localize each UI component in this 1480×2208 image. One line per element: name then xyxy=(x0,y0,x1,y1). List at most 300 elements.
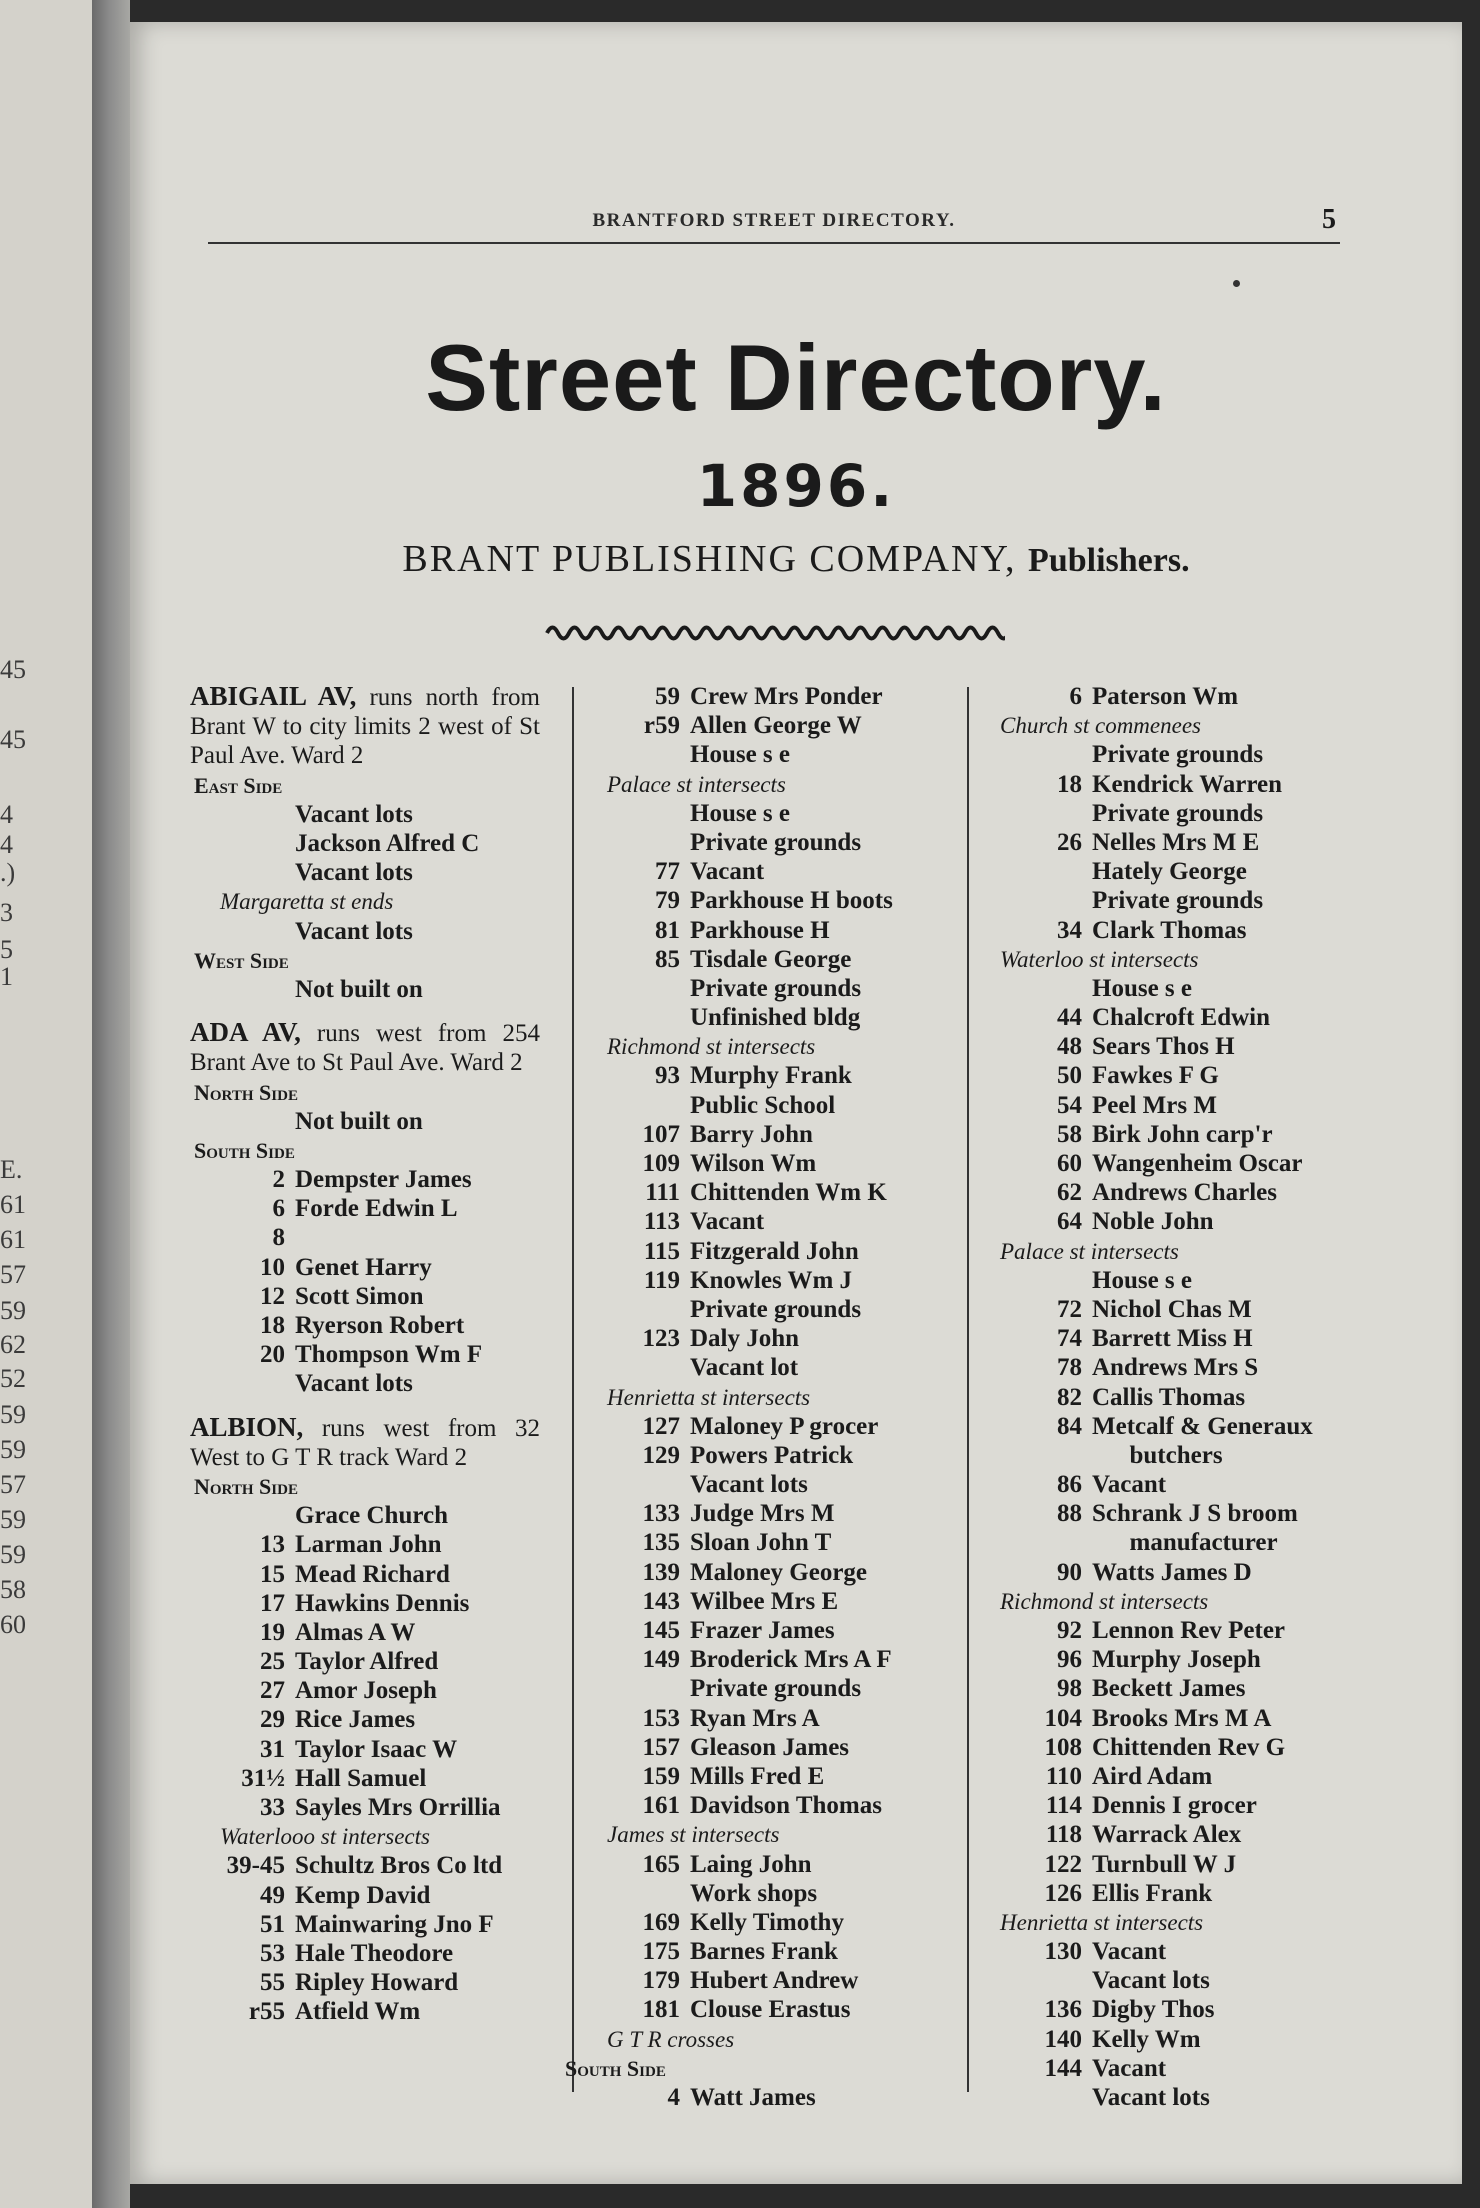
cross-street-note: G T R crosses xyxy=(607,2026,735,2052)
resident-name: House s e xyxy=(1092,1266,1192,1294)
house-number: 20 xyxy=(260,1341,285,1369)
running-head-title: BRANTFORD STREET DIRECTORY. xyxy=(592,210,956,231)
directory-entry xyxy=(190,1369,540,1398)
resident-name: Beckett James xyxy=(1092,1675,1246,1703)
house-number: 145 xyxy=(642,1617,680,1644)
resident-name: Watt James xyxy=(690,2084,816,2111)
house-number xyxy=(990,886,1092,915)
house-number xyxy=(190,1107,295,1136)
resident-name: Vacant lots xyxy=(690,1471,808,1499)
directory-column-1 xyxy=(190,682,540,2027)
resident-name: Vacant xyxy=(1092,2054,1167,2082)
resident-name: Aird Adam xyxy=(1092,1762,1213,1790)
house-number xyxy=(990,2083,1092,2112)
resident-name: Knowles Wm J xyxy=(690,1266,853,1294)
directory-entry xyxy=(190,1530,540,1559)
resident-name: Not built on xyxy=(295,1107,423,1135)
house-number: 84 xyxy=(1057,1412,1082,1440)
cross-street-note: Richmond st intersects xyxy=(607,1034,816,1060)
directory-entry xyxy=(990,857,1430,886)
resident-name: Kelly Timothy xyxy=(690,1908,844,1936)
previous-page-number: 59 xyxy=(0,1505,26,1534)
previous-page-number: 60 xyxy=(0,1610,26,1639)
resident-name: Chittenden Wm K xyxy=(690,1179,887,1207)
resident-name: Tisdale George xyxy=(690,945,852,973)
resident-name: Vacant xyxy=(1092,1938,1167,1966)
directory-entry xyxy=(990,916,1430,945)
resident-name: Vacant lots xyxy=(1092,1967,1210,1995)
house-number: 18 xyxy=(260,1312,285,1340)
directory-entry xyxy=(990,1645,1430,1674)
resident-name: Private grounds xyxy=(1092,887,1264,915)
directory-entry xyxy=(990,1733,1430,1762)
publisher-role: Publishers. xyxy=(1028,542,1190,579)
house-number xyxy=(565,1674,690,1703)
directory-entry xyxy=(990,682,1430,711)
side-label: West Side xyxy=(194,947,289,973)
house-number: 29 xyxy=(260,1706,285,1734)
house-number xyxy=(190,1501,295,1530)
house-number xyxy=(990,1266,1092,1295)
resident-name: Metcalf & Generaux xyxy=(1092,1412,1313,1440)
house-number: 33 xyxy=(260,1794,285,1822)
house-number: 175 xyxy=(642,1938,680,1966)
resident-name: Frazer James xyxy=(690,1617,835,1644)
resident-name: Grace Church xyxy=(295,1502,448,1530)
resident-name: Private grounds xyxy=(1092,799,1264,827)
house-number: 48 xyxy=(1057,1033,1082,1061)
directory-entry xyxy=(190,1676,540,1705)
publisher-line xyxy=(130,537,1462,581)
resident-name: Chittenden Rev G xyxy=(1092,1733,1286,1761)
house-number: 136 xyxy=(1044,1996,1082,2024)
resident-name: Mead Richard xyxy=(295,1560,450,1588)
street-name: ABIGAIL AV, xyxy=(190,681,357,711)
resident-name: Sloan John T xyxy=(690,1529,832,1557)
wave-ornament xyxy=(545,620,1005,646)
print-speck xyxy=(1233,280,1240,287)
resident-name: Daly John xyxy=(690,1325,800,1353)
directory-entry xyxy=(990,1207,1430,1236)
directory-entry xyxy=(990,1178,1430,1207)
directory-entry xyxy=(990,974,1430,1003)
directory-entry xyxy=(190,1223,540,1252)
resident-name: Kemp David xyxy=(295,1881,431,1909)
street-heading xyxy=(190,1413,540,1472)
cross-street-note: Waterloo st intersects xyxy=(1000,946,1199,972)
street-name: ADA AV, xyxy=(190,1017,301,1048)
house-number: 93 xyxy=(655,1062,680,1090)
resident-name: Clouse Erastus xyxy=(690,1996,851,2024)
house-number xyxy=(990,974,1092,1003)
resident-name: Forde Edwin L xyxy=(295,1195,458,1223)
house-number: 130 xyxy=(1044,1938,1082,1966)
side-label: South Side xyxy=(565,2055,666,2081)
house-number: 159 xyxy=(642,1762,680,1790)
cross-street-note: Church st commenees xyxy=(1000,713,1201,739)
resident-name: Genet Harry xyxy=(295,1253,432,1281)
directory-entry xyxy=(190,1968,540,1997)
house-number: 92 xyxy=(1057,1617,1082,1644)
resident-name: Parkhouse H boots xyxy=(690,887,893,915)
directory-entry xyxy=(190,800,540,829)
directory-entry xyxy=(990,1791,1430,1820)
section-gap xyxy=(190,1399,540,1413)
house-number: 50 xyxy=(1057,1062,1082,1090)
house-number: r55 xyxy=(248,1998,285,2026)
directory-year: 1896. xyxy=(696,452,896,520)
previous-page-number: 4 xyxy=(0,800,13,829)
house-number: 122 xyxy=(1044,1850,1082,1878)
previous-page-number: 52 xyxy=(0,1364,26,1393)
directory-column-3 xyxy=(990,682,1430,2112)
directory-entry xyxy=(990,2054,1430,2083)
resident-name: Allen George W xyxy=(690,712,862,740)
resident-name: House s e xyxy=(1092,974,1192,1002)
house-number: 62 xyxy=(1057,1179,1082,1207)
house-number: 153 xyxy=(642,1704,680,1732)
book-binding xyxy=(92,0,130,2208)
house-number: 59 xyxy=(655,683,680,710)
house-number: 31½ xyxy=(241,1764,285,1792)
resident-name: Sayles Mrs Orrillia xyxy=(295,1794,501,1822)
house-number: 96 xyxy=(1057,1646,1082,1674)
resident-name: Fawkes F G xyxy=(1092,1062,1219,1090)
house-number: 60 xyxy=(1057,1150,1082,1177)
resident-name: Thompson Wm F xyxy=(295,1341,483,1369)
directory-entry xyxy=(990,1120,1430,1149)
directory-entry xyxy=(990,1762,1430,1791)
resident-name: Barrett Miss H xyxy=(1092,1325,1253,1353)
resident-name: Rice James xyxy=(295,1706,416,1734)
resident-name: Vacant lots xyxy=(295,800,413,828)
resident-name: Parkhouse H xyxy=(690,916,830,944)
resident-name: Amor Joseph xyxy=(295,1677,437,1705)
side-label: East Side xyxy=(194,772,283,798)
house-number: 114 xyxy=(1045,1792,1082,1820)
resident-name: Crew Mrs Ponder xyxy=(690,683,883,710)
house-number: 86 xyxy=(1057,1471,1082,1499)
directory-entry xyxy=(990,1966,1430,1995)
section-gap xyxy=(190,1004,540,1018)
house-number xyxy=(565,974,690,1003)
directory-entry xyxy=(190,1282,540,1311)
house-number: 79 xyxy=(655,887,680,915)
resident-name: Nelles Mrs M E xyxy=(1092,828,1260,856)
publisher-name: BRANT PUBLISHING COMPANY, xyxy=(402,538,1017,580)
resident-name: Paterson Wm xyxy=(1092,683,1239,710)
resident-name: Vacant lots xyxy=(295,859,413,887)
previous-page-number: 57 xyxy=(0,1260,26,1289)
directory-entry xyxy=(190,1939,540,1968)
directory-entry xyxy=(990,1353,1430,1382)
directory-entry xyxy=(190,1194,540,1223)
resident-name: Wangenheim Oscar xyxy=(1092,1150,1303,1177)
resident-name: Dempster James xyxy=(295,1166,472,1194)
house-number: 19 xyxy=(260,1618,285,1646)
house-number xyxy=(190,917,295,946)
directory-entry xyxy=(190,1735,540,1764)
house-number: 58 xyxy=(1057,1120,1082,1148)
resident-name: Fitzgerald John xyxy=(690,1237,859,1265)
house-number: 113 xyxy=(643,1208,680,1236)
previous-page-number: 4 xyxy=(0,830,13,859)
house-number: 107 xyxy=(642,1120,680,1148)
directory-entry xyxy=(190,975,540,1004)
house-number: 139 xyxy=(642,1558,680,1586)
house-number: 88 xyxy=(1057,1500,1082,1528)
directory-entry xyxy=(990,1441,1430,1470)
side-label: North Side xyxy=(194,1473,298,1499)
resident-name: Work shops xyxy=(690,1879,818,1907)
house-number: 157 xyxy=(642,1733,680,1761)
directory-entry xyxy=(990,1558,1430,1587)
directory-entry xyxy=(990,886,1430,915)
directory-entry xyxy=(190,1311,540,1340)
directory-entry xyxy=(990,1091,1430,1120)
house-number xyxy=(990,857,1092,886)
previous-page-number: 57 xyxy=(0,1470,26,1499)
directory-entry xyxy=(190,1881,540,1910)
house-number: 6 xyxy=(272,1195,285,1223)
street-description: runs north from Brant W to city limits 2 west of St Paul Ave. Ward 2 xyxy=(190,684,541,770)
house-number xyxy=(190,1369,295,1398)
resident-name: Hately George xyxy=(1092,858,1247,886)
house-number xyxy=(565,1470,690,1499)
house-number: 90 xyxy=(1057,1558,1082,1586)
resident-name: Vacant lots xyxy=(295,1370,413,1398)
house-number: 115 xyxy=(643,1237,680,1265)
directory-entry xyxy=(190,1501,540,1530)
resident-name: Noble John xyxy=(1092,1208,1214,1236)
resident-name: Warrack Alex xyxy=(1092,1821,1242,1849)
house-number: 108 xyxy=(1044,1733,1082,1761)
house-number: 149 xyxy=(642,1646,680,1674)
cross-street-note: Palace st intersects xyxy=(1000,1238,1179,1264)
house-number: 55 xyxy=(260,1969,285,1997)
house-number xyxy=(565,828,690,857)
directory-entry xyxy=(190,1618,540,1647)
house-number: 133 xyxy=(642,1500,680,1528)
resident-name: Almas A W xyxy=(295,1618,416,1646)
house-number: 77 xyxy=(655,858,680,886)
previous-page-number: 59 xyxy=(0,1540,26,1569)
house-number: 81 xyxy=(655,916,680,944)
directory-entry xyxy=(990,1266,1430,1295)
resident-name: Kendrick Warren xyxy=(1092,770,1283,798)
directory-entry xyxy=(190,1647,540,1676)
previous-page-number: .) xyxy=(0,858,16,887)
house-number: 34 xyxy=(1057,916,1082,944)
house-number: 54 xyxy=(1057,1091,1082,1119)
directory-entry xyxy=(990,1528,1430,1557)
directory-entry xyxy=(190,1997,540,2026)
house-number: 25 xyxy=(260,1648,285,1676)
resident-name: Schultz Bros Co ltd xyxy=(295,1852,503,1880)
resident-name: Gleason James xyxy=(690,1733,850,1761)
directory-entry xyxy=(190,1107,540,1136)
house-number: 27 xyxy=(260,1677,285,1705)
resident-name: butchers xyxy=(1092,1441,1223,1469)
previous-page-number: 5 xyxy=(0,935,13,964)
resident-name: Private grounds xyxy=(690,1295,862,1323)
previous-page-number: E. xyxy=(0,1155,23,1184)
resident-name: Mainwaring Jno F xyxy=(295,1910,494,1938)
house-number xyxy=(990,799,1092,828)
directory-entry xyxy=(990,770,1430,799)
directory-entry xyxy=(190,1793,540,1822)
cross-street-note: Palace st intersects xyxy=(607,771,786,797)
page-title: Street Directory. xyxy=(425,325,1167,430)
house-number: 15 xyxy=(260,1560,285,1588)
house-number: 82 xyxy=(1057,1383,1082,1411)
previous-page-number: 61 xyxy=(0,1225,26,1254)
resident-name: Wilbee Mrs E xyxy=(690,1587,839,1615)
resident-name: Nichol Chas M xyxy=(1092,1295,1252,1323)
cross-street-note: Richmond st intersects xyxy=(1000,1588,1209,1614)
house-number: 44 xyxy=(1057,1004,1082,1032)
resident-name: Powers Patrick xyxy=(690,1441,854,1469)
resident-name: Not built on xyxy=(295,975,423,1003)
house-number: 118 xyxy=(1045,1821,1082,1849)
resident-name: Murphy Frank xyxy=(690,1062,852,1090)
directory-entry xyxy=(990,1412,1430,1441)
cross-street-note: Waterlooo st intersects xyxy=(220,1824,430,1850)
previous-page-edge xyxy=(0,0,92,2208)
directory-page xyxy=(130,22,1462,2184)
side-label: South Side xyxy=(194,1137,295,1163)
house-number: 78 xyxy=(1057,1354,1082,1382)
directory-entry xyxy=(190,1165,540,1194)
house-number xyxy=(565,1003,690,1032)
house-number: 143 xyxy=(642,1587,680,1615)
resident-name: Vacant lot xyxy=(690,1354,799,1382)
resident-name: Atfield Wm xyxy=(295,1998,421,2026)
resident-name: Barnes Frank xyxy=(690,1938,838,1966)
directory-entry xyxy=(190,1340,540,1369)
house-number: 72 xyxy=(1057,1295,1082,1323)
house-number xyxy=(990,1441,1092,1470)
house-number: 135 xyxy=(642,1529,680,1557)
directory-entry xyxy=(990,1324,1430,1353)
resident-name: Birk John carp'r xyxy=(1092,1120,1273,1148)
directory-entry xyxy=(990,2083,1430,2112)
directory-entry xyxy=(190,1705,540,1734)
street-description: runs west from 254 Brant Ave to St Paul Ave. Ward 2 xyxy=(190,1020,540,1077)
house-number: 110 xyxy=(1045,1762,1082,1790)
house-number: 169 xyxy=(642,1908,680,1936)
resident-name: Callis Thomas xyxy=(1092,1383,1246,1411)
resident-name: Murphy Joseph xyxy=(1092,1646,1261,1674)
directory-entry xyxy=(190,1560,540,1589)
house-number: 119 xyxy=(643,1266,680,1294)
resident-name: Andrews Charles xyxy=(1092,1179,1277,1207)
resident-name: Clark Thomas xyxy=(1092,916,1247,944)
resident-name: Hale Theodore xyxy=(295,1939,454,1967)
house-number xyxy=(190,975,295,1004)
house-number: 98 xyxy=(1057,1675,1082,1703)
previous-page-number: 61 xyxy=(0,1190,26,1219)
resident-name: Larman John xyxy=(295,1531,442,1559)
resident-name: Private grounds xyxy=(690,974,862,1002)
previous-page-number: 62 xyxy=(0,1330,26,1359)
resident-name: Ellis Frank xyxy=(1092,1879,1213,1907)
previous-page-number: 3 xyxy=(0,898,13,927)
resident-name: Hawkins Dennis xyxy=(295,1589,470,1617)
resident-name: Dennis I grocer xyxy=(1092,1792,1257,1820)
directory-entry xyxy=(990,1032,1430,1061)
house-number xyxy=(565,1091,690,1120)
house-number: 10 xyxy=(260,1253,285,1281)
house-number xyxy=(190,858,295,887)
resident-name: House s e xyxy=(690,741,790,769)
directory-entry xyxy=(990,1704,1430,1733)
house-number: 165 xyxy=(642,1850,680,1878)
resident-name: Private grounds xyxy=(690,828,862,856)
directory-entry xyxy=(990,1995,1430,2024)
resident-name: Vacant xyxy=(690,1208,765,1236)
directory-entry xyxy=(990,1937,1430,1966)
house-number: 127 xyxy=(642,1412,680,1440)
previous-page-number: 45 xyxy=(0,725,26,754)
running-head xyxy=(208,190,1340,244)
previous-page-number: 45 xyxy=(0,655,26,684)
resident-name: Maloney George xyxy=(690,1558,868,1586)
resident-name: Barry John xyxy=(690,1120,813,1148)
house-number: 144 xyxy=(1044,2054,1082,2082)
directory-entry xyxy=(190,1910,540,1939)
directory-entry xyxy=(990,1616,1430,1645)
resident-name: Sears Thos H xyxy=(1092,1033,1235,1061)
resident-name: Wilson Wm xyxy=(690,1150,817,1177)
page-number: 5 xyxy=(1322,204,1336,235)
cross-street-note: Margaretta st ends xyxy=(220,889,394,915)
house-number: 109 xyxy=(642,1150,680,1177)
house-number xyxy=(190,829,295,858)
resident-name: Davidson Thomas xyxy=(690,1792,882,1820)
house-number: 12 xyxy=(260,1282,285,1310)
directory-entry xyxy=(190,1764,540,1793)
resident-name: Private grounds xyxy=(690,1675,862,1703)
directory-entry xyxy=(990,799,1430,828)
house-number: 31 xyxy=(260,1735,285,1763)
resident-name: Hubert Andrew xyxy=(690,1967,859,1995)
resident-name: Judge Mrs M xyxy=(690,1500,835,1528)
house-number: 18 xyxy=(1057,770,1082,798)
resident-name: Kelly Wm xyxy=(1092,2025,1201,2053)
previous-page-number: 1 xyxy=(0,962,13,991)
house-number: 140 xyxy=(1044,2025,1082,2053)
resident-name: Andrews Mrs S xyxy=(1092,1354,1259,1382)
directory-entry xyxy=(990,1674,1430,1703)
directory-entry xyxy=(190,858,540,887)
house-number xyxy=(990,740,1092,769)
house-number: 2 xyxy=(272,1166,285,1194)
directory-entry xyxy=(990,828,1430,857)
directory-entry xyxy=(990,1820,1430,1849)
resident-name: Digby Thos xyxy=(1092,1996,1215,2024)
resident-name: Turnbull W J xyxy=(1092,1850,1237,1878)
house-number xyxy=(990,1966,1092,1995)
resident-name: Taylor Isaac W xyxy=(295,1735,458,1763)
resident-name: Vacant xyxy=(690,858,765,886)
previous-page-number: 59 xyxy=(0,1296,26,1325)
directory-entry xyxy=(990,740,1430,769)
directory-entry xyxy=(190,1253,540,1282)
resident-name: Vacant lots xyxy=(295,917,413,945)
resident-name: Schrank J S broom xyxy=(1092,1500,1298,1528)
house-number: 53 xyxy=(260,1939,285,1967)
